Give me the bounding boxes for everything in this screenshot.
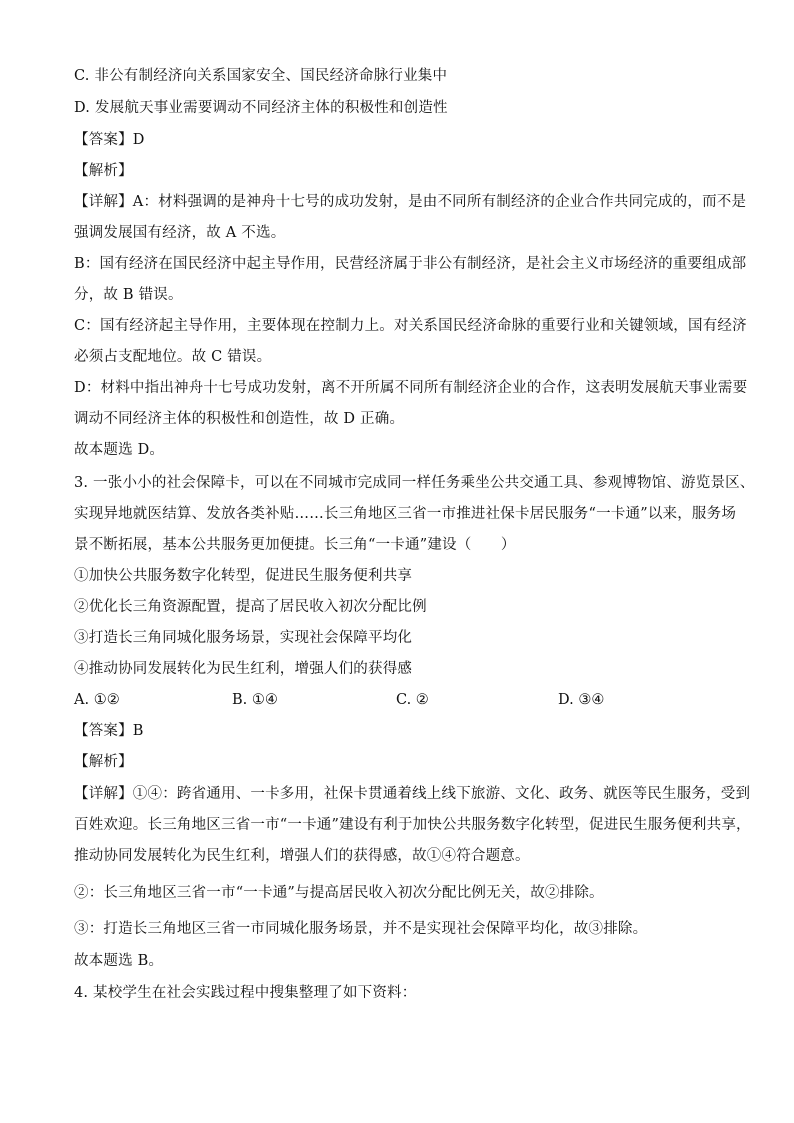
q3-option-a: A. ①② <box>74 692 120 708</box>
q4-stem: 4. 某校学生在社会实践过程中搜集整理了如下资料： <box>74 985 417 1001</box>
q2-detail-d-line2: 调动不同经济主体的积极性和创造性，故 D 正确。 <box>74 411 405 427</box>
q2-detail-b-line1: B：国有经济在国民经济中起主导作用，民营经济属于非公有制经济，是社会主义市场经济的重要组成部 <box>74 256 747 272</box>
q3-analysis-label: 【解析】 <box>74 754 133 770</box>
q3-item-2: ②优化长三角资源配置，提高了居民收入初次分配比例 <box>74 599 427 615</box>
q3-detail-line4: ②：长三角地区三省一市“一卡通”与提高居民收入初次分配比例无关，故②排除。 <box>74 885 604 901</box>
q3-item-1: ①加快公共服务数字化转型，促进民生服务便利共享 <box>74 568 413 584</box>
q3-conclusion: 故本题选 B。 <box>74 953 164 969</box>
q3-option-b: B. ①④ <box>232 692 278 708</box>
q3-answer: 【答案】B <box>74 723 144 739</box>
q2-option-d: D. 发展航天事业需要调动不同经济主体的积极性和创造性 <box>74 100 448 116</box>
q3-detail-line3: 推动协同发展转化为民生红利，增强人们的获得感，故①④符合题意。 <box>74 848 530 864</box>
q3-option-c: C. ② <box>396 692 429 708</box>
q2-detail-d-line1: D：材料中指出神舟十七号成功发射，离不开所属不同所有制经济企业的合作，这表明发展航天事业需要 <box>74 380 748 396</box>
q2-answer: 【答案】D <box>74 132 145 148</box>
q2-detail-a-line1: 【详解】A：材料强调的是神舟十七号的成功发射，是由不同所有制经济的企业合作共同完成的，而不是 <box>74 194 747 210</box>
q2-detail-a-line2: 强调发展国有经济，故 A 不选。 <box>74 225 286 241</box>
q3-stem-line1: 3. 一张小小的社会保障卡，可以在不同城市完成同一样任务乘坐公共交通工具、参观博物馆、游览景区、 <box>74 475 755 491</box>
q2-option-c: C. 非公有制经济向关系国家安全、国民经济命脉行业集中 <box>74 68 448 84</box>
q3-options-row <box>74 690 714 710</box>
q3-stem-line3: 景不断拓展，基本公共服务更加便捷。长三角“一卡通”建设（ ） <box>74 537 516 553</box>
q3-item-3: ③打造长三角同城化服务场景，实现社会保障平均化 <box>74 630 413 646</box>
q3-detail-line2: 百姓欢迎。长三角地区三省一市“一卡通”建设有利于加快公共服务数字化转型，促进民生服务便利共享， <box>74 817 751 833</box>
q3-stem-line2: 实现异地就医结算、发放各类补贴……长三角地区三省一市推进社保卡居民服务“一卡通”以来，服务场 <box>74 506 737 522</box>
q3-option-d: D. ③④ <box>558 692 605 708</box>
q2-conclusion: 故本题选 D。 <box>74 442 165 458</box>
q2-detail-b-line2: 分，故 B 错误。 <box>74 287 183 303</box>
q2-detail-c-line2: 必须占支配地位。故 C 错误。 <box>74 349 272 365</box>
q2-analysis-label: 【解析】 <box>74 163 133 179</box>
q3-detail-line1: 【详解】①④：跨省通用、一卡多用，社保卡贯通着线上线下旅游、文化、政务、就医等民生服务，受到 <box>74 786 751 802</box>
q3-detail-line5: ③：打造长三角地区三省一市同城化服务场景，并不是实现社会保障平均化，故③排除。 <box>74 921 648 937</box>
q3-item-4: ④推动协同发展转化为民生红利，增强人们的获得感 <box>74 661 413 677</box>
q2-detail-c-line1: C：国有经济起主导作用，主要体现在控制力上。对关系国民经济命脉的重要行业和关键领域，国有经济 <box>74 318 747 334</box>
